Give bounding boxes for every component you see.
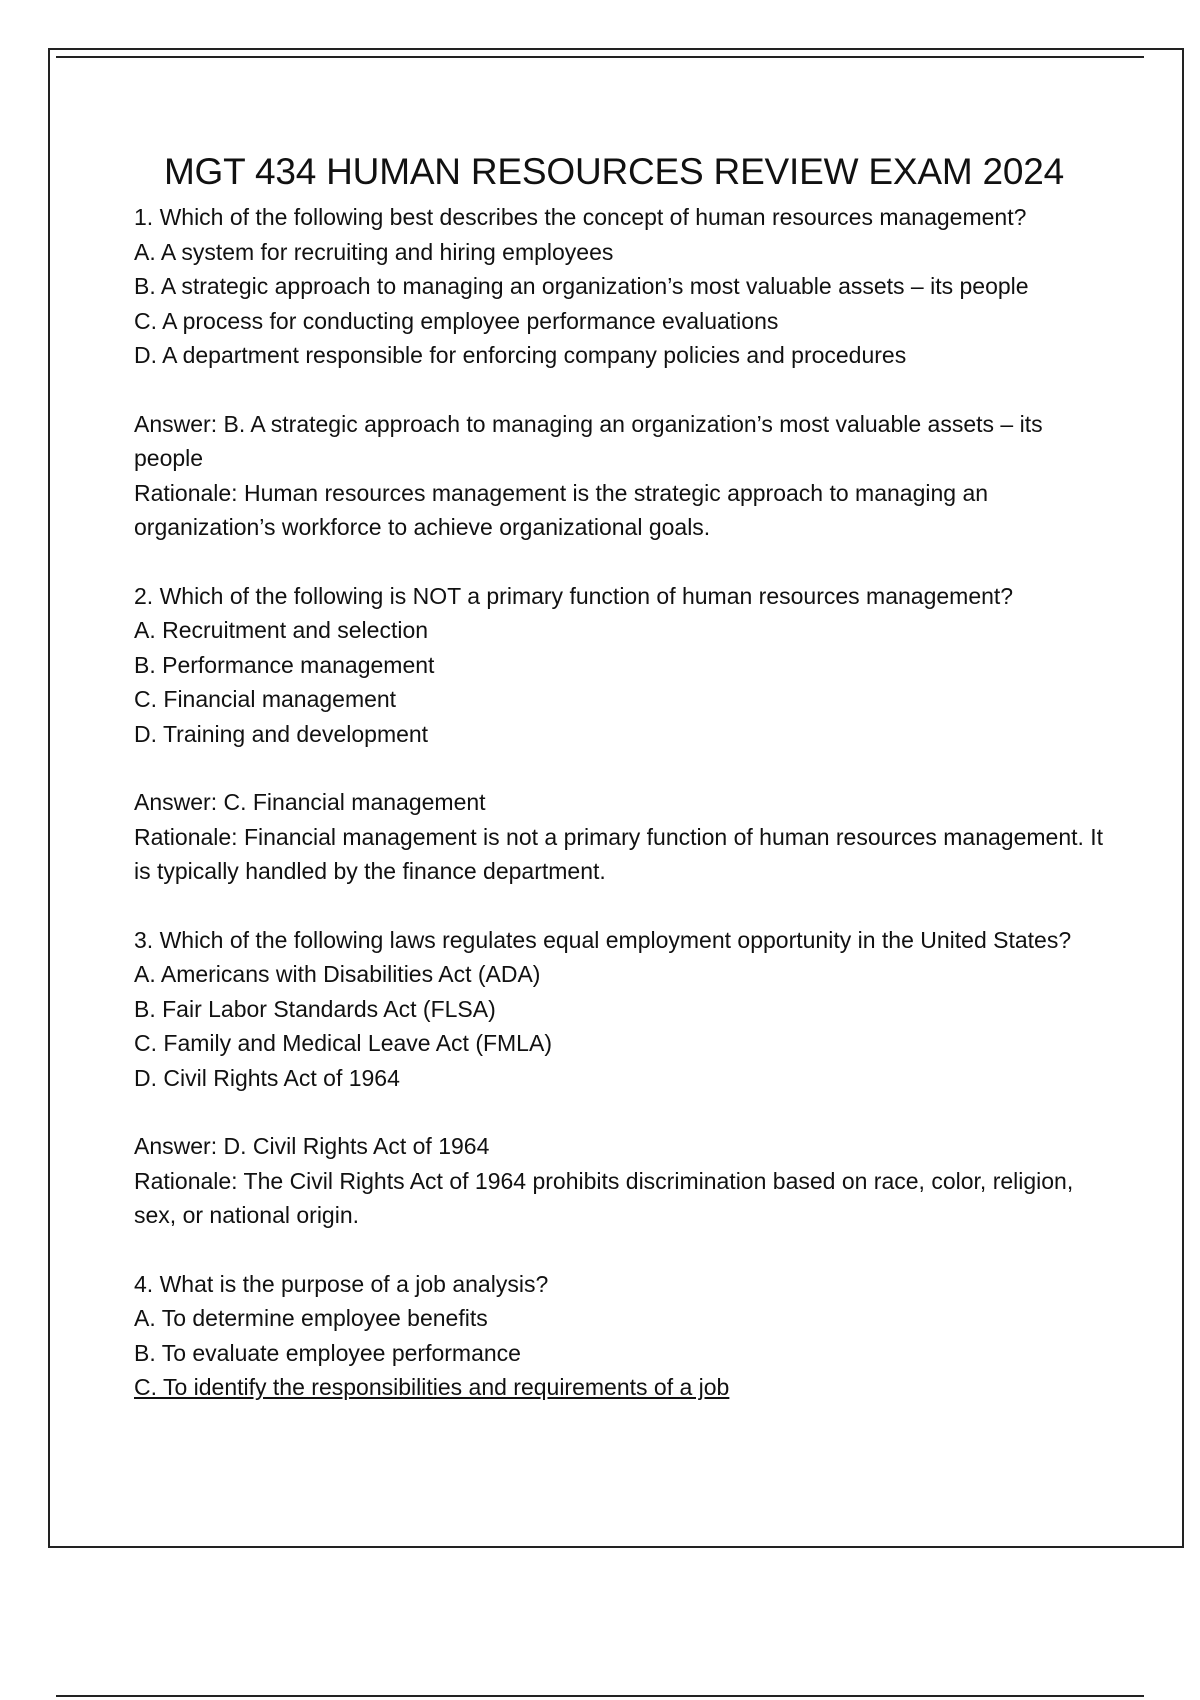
question-text: 4. What is the purpose of a job analysis? [134,1270,549,1297]
option-d: D. A department responsible for enforcing company policies and procedures [134,342,907,368]
option-c: C. Financial management [134,686,397,712]
answer-text: Answer: B. A strategic approach to managing an organization’s most valuable assets – its people [134,410,1043,471]
question-text: 1. Which of the following best describes the concept of human resources management? [134,204,1027,230]
rationale-text: Rationale: Financial management is not a primary function of human resources management. It is typically handled by the finance department. [134,823,1104,884]
question-text: 3. Which of the following laws regulates equal employment opportunity in the United States? [134,926,1072,953]
option-a: A. To determine employee benefits [134,1305,488,1331]
option-d: D. Civil Rights Act of 1964 [134,1064,400,1091]
answer-text: Answer: D. Civil Rights Act of 1964 [134,1133,490,1159]
question-3 [134,923,1104,1096]
question-4 [134,1267,1104,1405]
option-c: C. To identify the responsibilities and requirements of a job [134,1374,730,1400]
option-b: B. Fair Labor Standards Act (FLSA) [134,995,496,1022]
option-d: D. Training and development [134,720,429,747]
bottom-rule [56,1695,1144,1697]
option-b: B. To evaluate employee performance [134,1339,521,1366]
option-a: A. Recruitment and selection [134,617,429,643]
answer-2 [134,785,1104,889]
answer-3 [134,1129,1104,1233]
option-c: C. A process for conducting employee performance evaluations [134,307,779,334]
option-a: A. A system for recruiting and hiring employees [134,238,614,265]
option-c: C. Family and Medical Leave Act (FMLA) [134,1030,552,1056]
question-2 [134,579,1104,752]
rationale-text: Rationale: The Civil Rights Act of 1964 prohibits discrimination based on race, color, religion, sex, or national origin. [134,1167,1074,1228]
answer-text: Answer: C. Financial management [134,789,486,815]
document-content [134,150,1104,1546]
option-b: B. A strategic approach to managing an organization’s most valuable assets – its people [134,273,1029,299]
option-a: A. Americans with Disabilities Act (ADA) [134,961,541,987]
question-text: 2. Which of the following is NOT a primary function of human resources management? [134,582,1014,609]
top-rule [56,56,1144,58]
answer-1 [134,407,1104,545]
option-b: B. Performance management [134,651,435,678]
question-1 [134,200,1104,373]
document-title: MGT 434 HUMAN RESOURCES REVIEW EXAM 2024 [163,151,1065,192]
rationale-text: Rationale: Human resources management is the strategic approach to managing an organization’s workforce to achieve organizational goals. [134,479,989,540]
